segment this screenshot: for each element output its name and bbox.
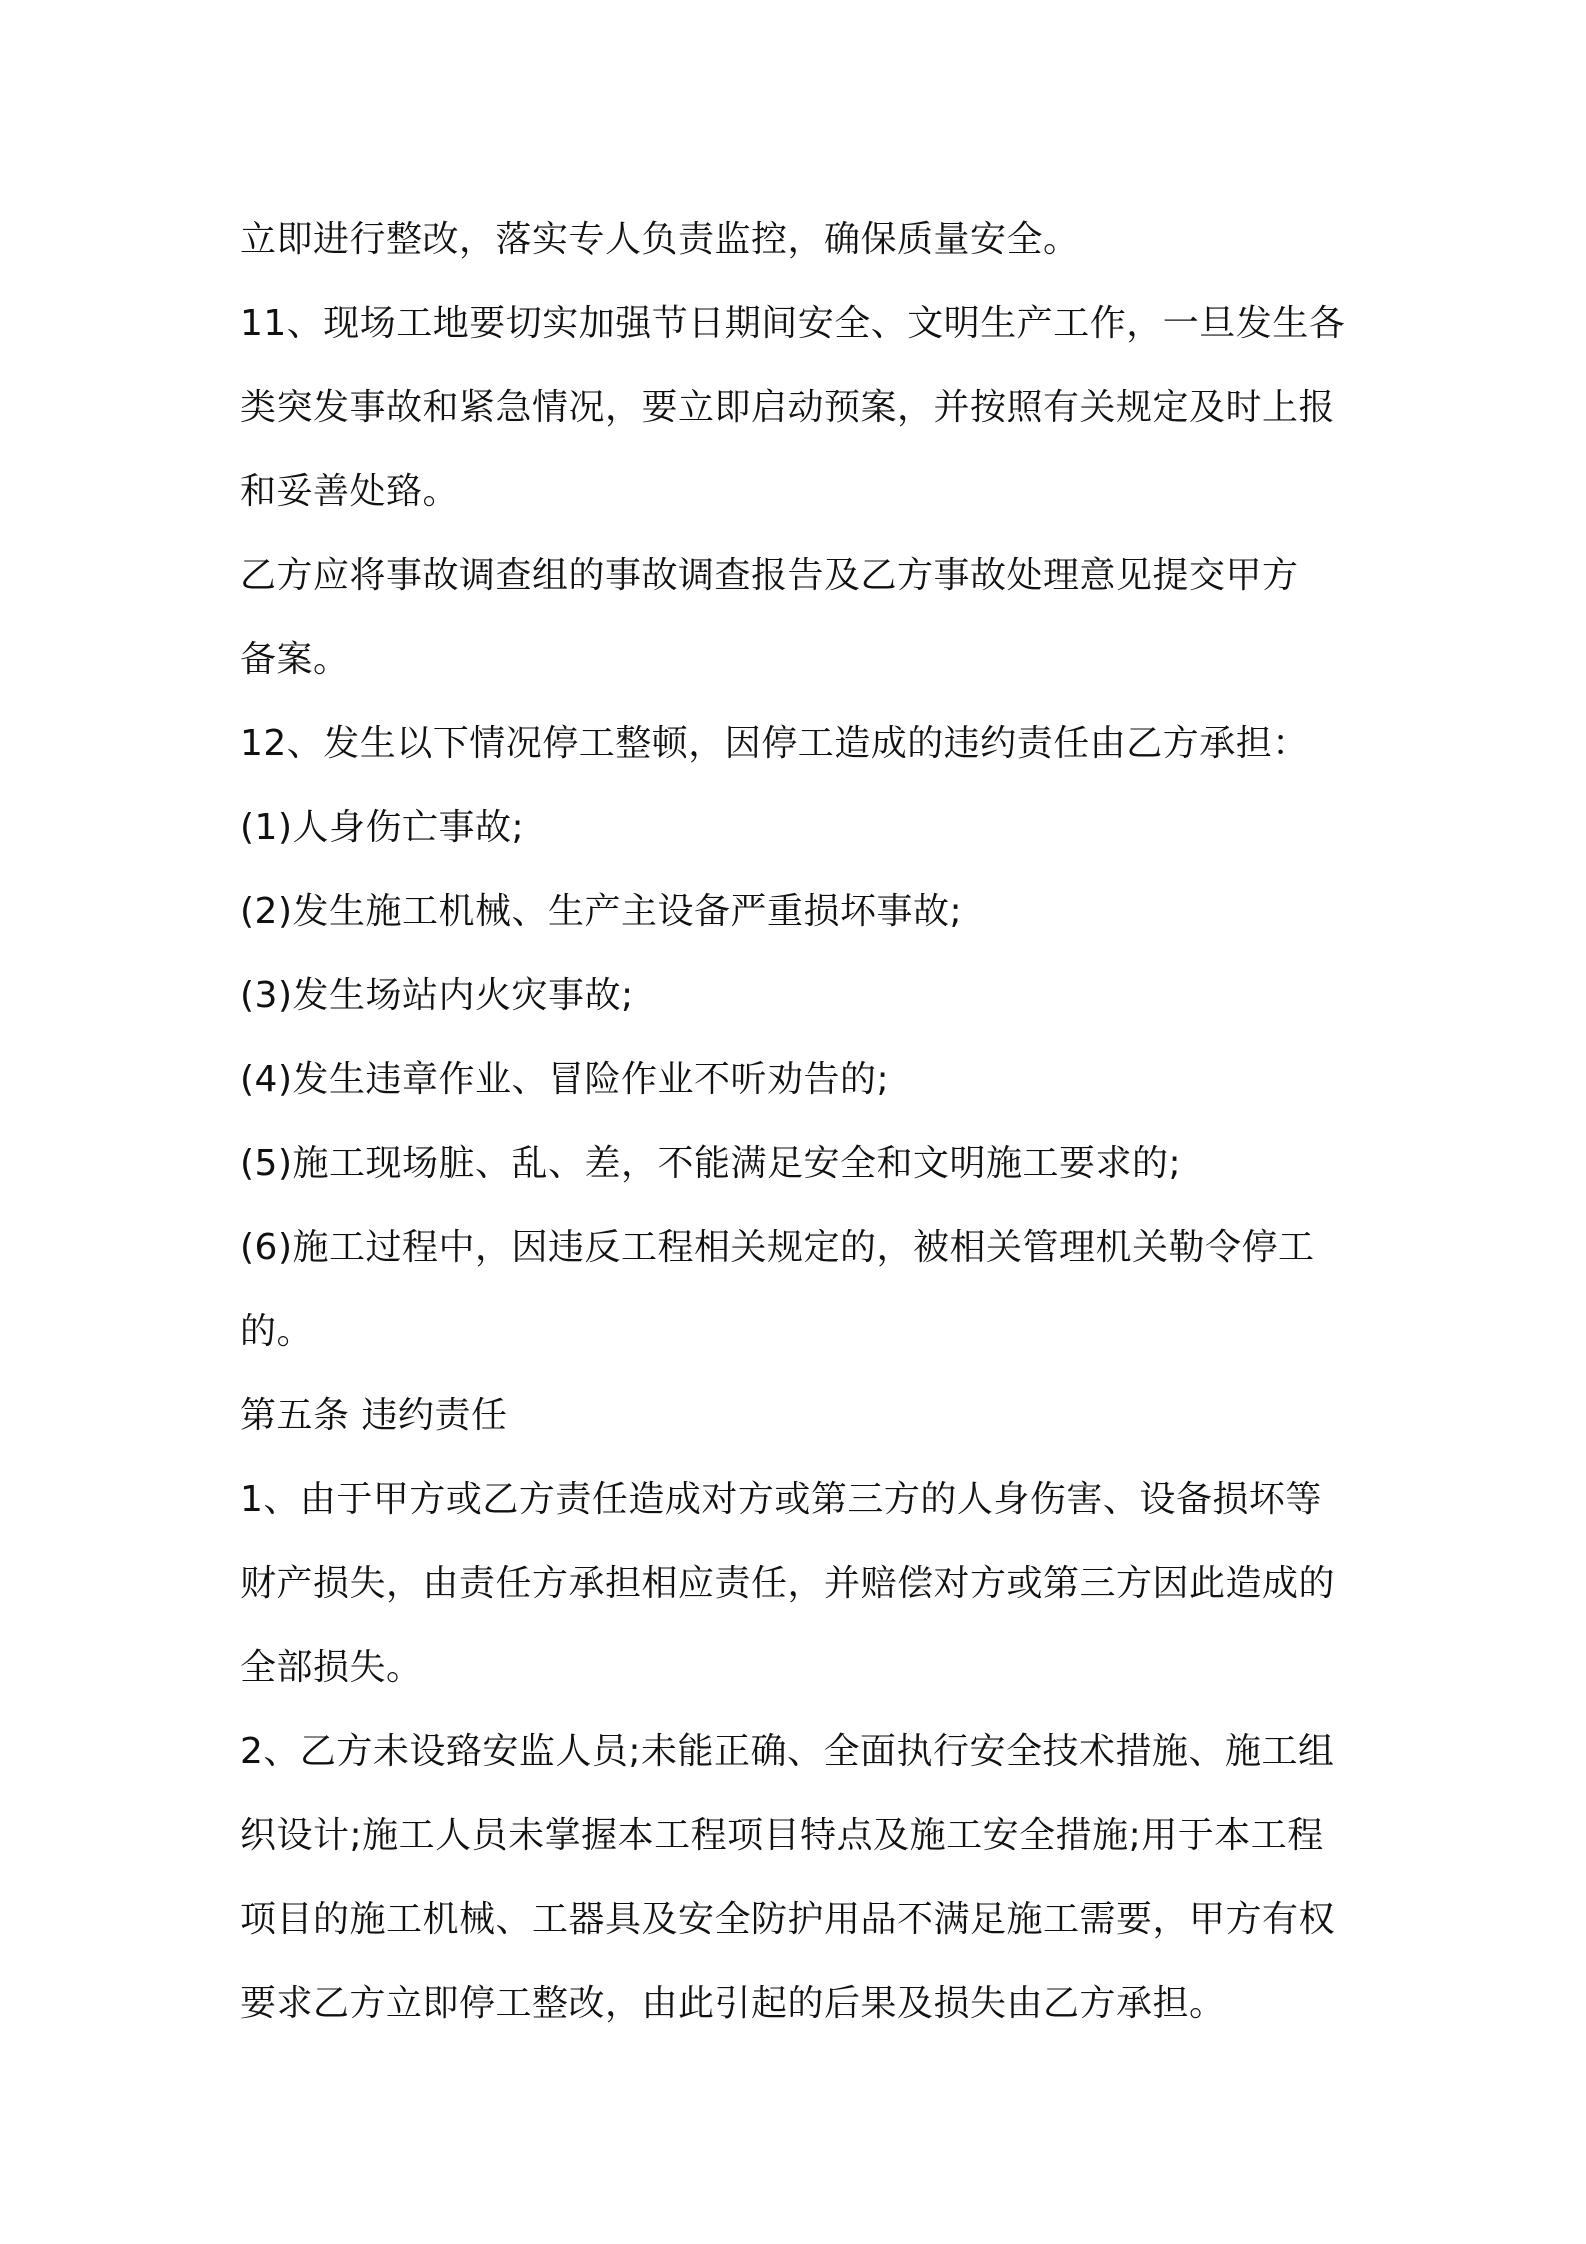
section-heading: 第五条 违约责任 xyxy=(240,1395,508,1436)
text-line: 1、由于甲方或乙方责任造成对方或第三方的人身伤害、设备损坏等 xyxy=(240,1479,1322,1520)
text-line: 要求乙方立即停工整改，由此引起的后果及损失由乙方承担。 xyxy=(240,1983,1226,2024)
text-line: (5)施工现场脏、乱、差，不能满足安全和文明施工要求的; xyxy=(240,1143,1182,1184)
text-line: 11、现场工地要切实加强节日期间安全、文明生产工作，一旦发生各 xyxy=(240,303,1346,344)
text-line: 乙方应将事故调查组的事故调查报告及乙方事故处理意见提交甲方 xyxy=(240,555,1299,596)
text-line: 的。 xyxy=(240,1311,314,1352)
text-line: (2)发生施工机械、生产主设备严重损坏事故; xyxy=(240,891,963,932)
text-line: 项目的施工机械、工器具及安全防护用品不满足施工需要，甲方有权 xyxy=(240,1899,1336,1940)
text-line: 全部损失。 xyxy=(240,1647,423,1688)
text-line: (6)施工过程中，因违反工程相关规定的，被相关管理机关勒令停工 xyxy=(240,1227,1315,1268)
text-line: (3)发生场站内火灾事故; xyxy=(240,975,634,1016)
text-line: 2、乙方未设臵安监人员;未能正确、全面执行安全技术措施、施工组 xyxy=(240,1731,1335,1772)
text-line: 备案。 xyxy=(240,639,350,680)
document-body xyxy=(240,198,1360,2046)
text-line: 立即进行整改，落实专人负责监控，确保质量安全。 xyxy=(240,219,1080,260)
text-line: 类突发事故和紧急情况，要立即启动预案，并按照有关规定及时上报 xyxy=(240,387,1336,428)
text-line: 和妥善处臵。 xyxy=(240,471,460,512)
text-line: 财产损失，由责任方承担相应责任，并赔偿对方或第三方因此造成的 xyxy=(240,1563,1336,1604)
text-line: 12、发生以下情况停工整顿，因停工造成的违约责任由乙方承担： xyxy=(240,723,1309,764)
text-line: 织设计;施工人员未掌握本工程项目特点及施工安全措施;用于本工程 xyxy=(240,1815,1324,1856)
text-line: (4)发生违章作业、冒险作业不听劝告的; xyxy=(240,1059,890,1100)
text-line: (1)人身伤亡事故; xyxy=(240,807,525,848)
